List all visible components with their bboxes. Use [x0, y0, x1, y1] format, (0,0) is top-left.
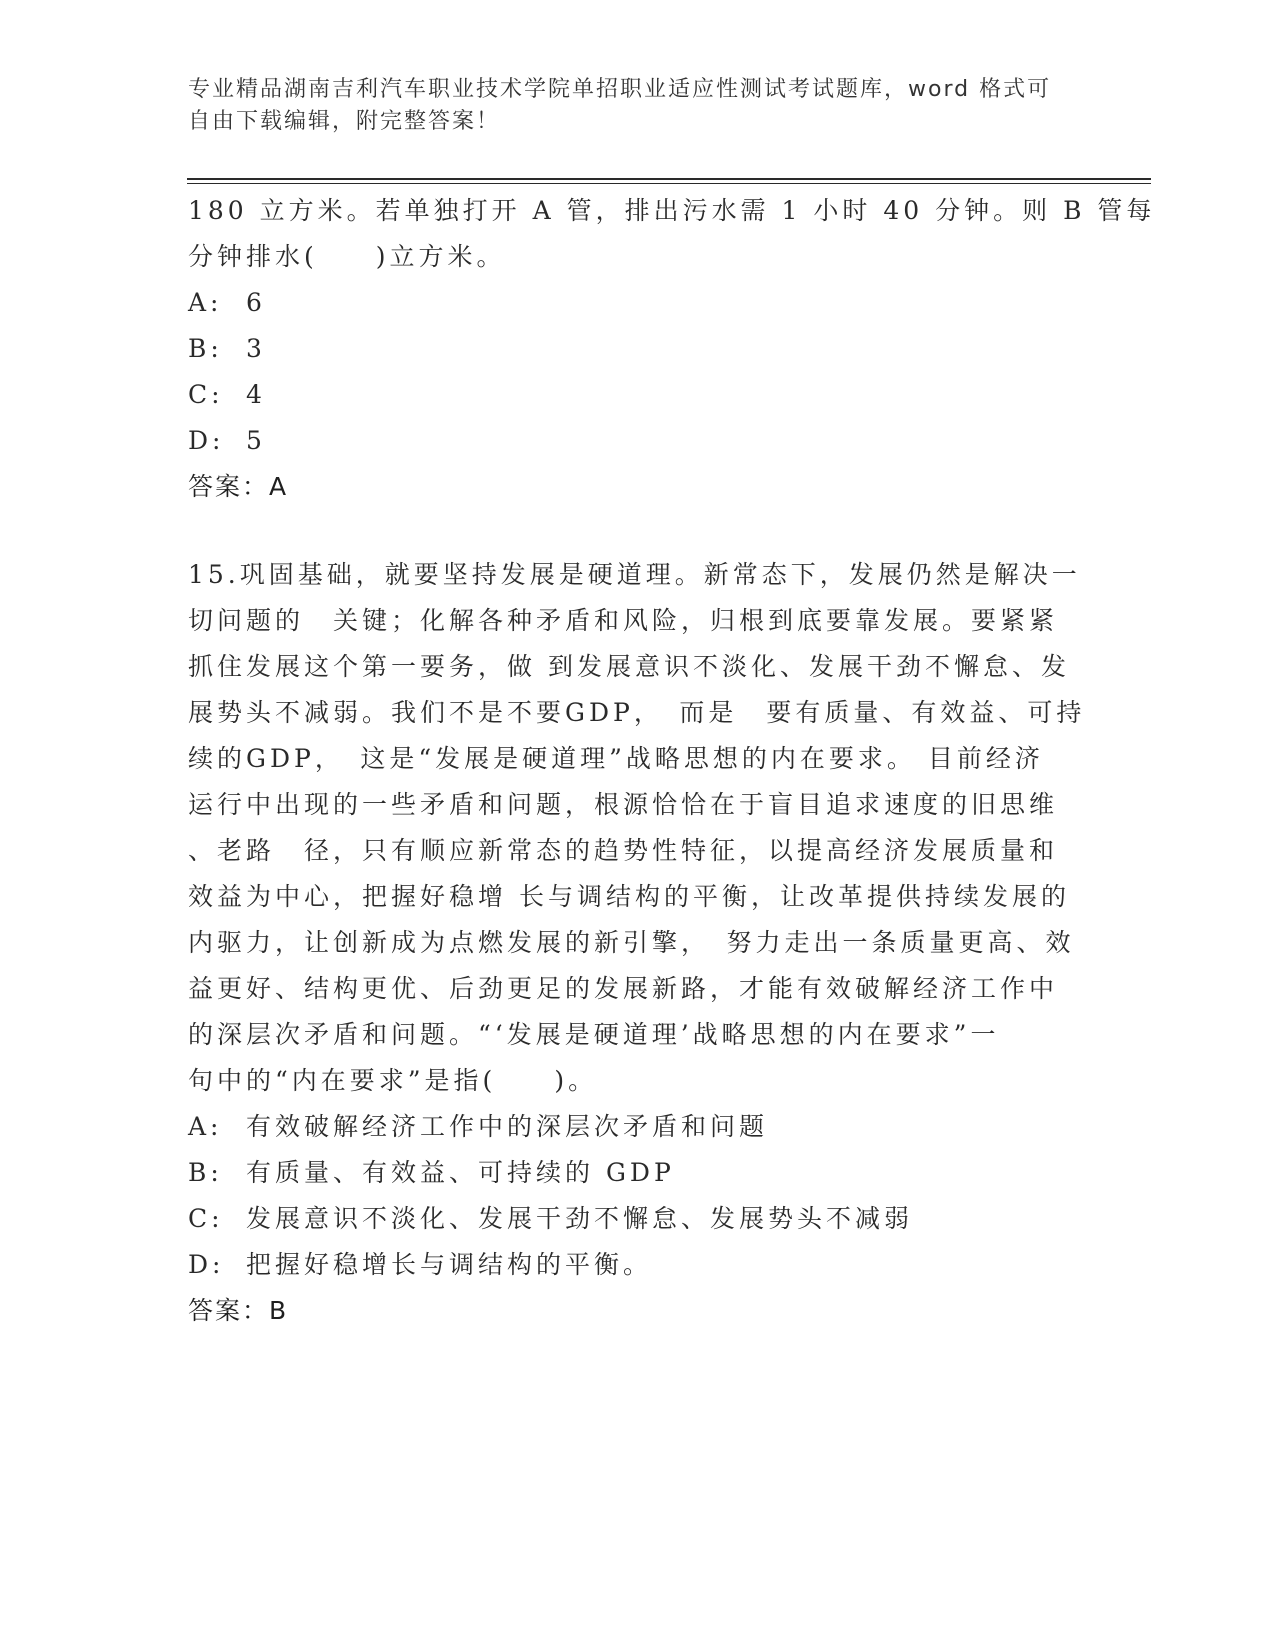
question-15-stem-line: 15.巩固基础，就要坚持发展是硬道理。新常态下，发展仍然是解决一 — [188, 560, 1081, 589]
option-letter: D: — [188, 426, 225, 455]
question-15-option-a — [188, 1104, 1085, 1150]
question-15-stem-line: 抓住发展这个第一要务，做 到发展意识不淡化、发展干劲不懈怠、发 — [188, 652, 1070, 681]
option-letter: B: — [188, 1158, 223, 1187]
question-15-stem-line: 、老路 径，只有顺应新常态的趋势性特征，以提高经济发展质量和 — [188, 836, 1059, 865]
question-14-answer: 答案：A — [188, 472, 289, 501]
option-text: 3 — [246, 334, 266, 363]
option-letter: B: — [188, 334, 223, 363]
header-line-2: 自由下载编辑，附完整答案！ — [188, 109, 501, 134]
option-text: 有效破解经济工作中的深层次矛盾和问题 — [246, 1112, 769, 1141]
question-14-option-d — [188, 418, 1155, 464]
question-15-option-c — [188, 1196, 1085, 1242]
question-15-stem-line: 益更好、结构更优、后劲更足的发展新路，才能有效破解经济工作中 — [188, 974, 1059, 1003]
question-15-stem-line: 续的GDP， 这是“发展是硬道理”战略思想的内在要求。 目前经济 — [188, 744, 1044, 773]
question-15-option-b — [188, 1150, 1085, 1196]
question-15-stem-line: 的深层次矛盾和问题。“‘发展是硬道理’战略思想的内在要求”一 — [188, 1020, 1000, 1049]
option-letter: A: — [188, 1112, 223, 1141]
question-14-stem-line: 180 立方米。若单独打开 A 管，排出污水需 1 小时 40 分钟。则 B 管每 — [188, 196, 1156, 225]
question-14-stem-line: 分钟排水( )立方米。 — [188, 242, 506, 271]
option-text: 6 — [246, 288, 266, 317]
question-15-option-d — [188, 1242, 1085, 1288]
option-letter: C: — [188, 380, 224, 409]
question-15-stem-line: 切问题的 关键；化解各种矛盾和风险，归根到底要靠发展。要紧紧 — [188, 606, 1059, 635]
option-text: 5 — [246, 426, 266, 455]
question-15-stem-line: 效益为中心，把握好稳增 长与调结构的平衡，让改革提供持续发展的 — [188, 882, 1070, 911]
option-text: 有质量、有效益、可持续的 GDP — [246, 1158, 675, 1187]
question-15-answer: 答案：B — [188, 1296, 289, 1325]
question-14-option-b — [188, 326, 1155, 372]
option-letter: A: — [188, 288, 223, 317]
question-15-stem-line: 句中的“内在要求”是指( )。 — [188, 1066, 598, 1095]
option-text: 4 — [246, 380, 266, 409]
option-text: 发展意识不淡化、发展干劲不懈怠、发展势头不减弱 — [246, 1204, 914, 1233]
question-15-stem-line: 内驱力，让创新成为点燃发展的新引擎， 努力走出一条质量更高、效 — [188, 928, 1075, 957]
header-divider-thin — [187, 183, 1151, 184]
option-text: 把握好稳增长与调结构的平衡。 — [246, 1250, 653, 1279]
header-line-1: 专业精品湖南吉利汽车职业技术学院单招职业适应性测试考试题库，word 格式可 — [188, 77, 1052, 102]
option-letter: D: — [188, 1250, 225, 1279]
question-15 — [188, 552, 1085, 1334]
option-letter: C: — [188, 1204, 224, 1233]
question-14-option-c — [188, 372, 1155, 418]
header-divider-thick — [187, 178, 1151, 180]
question-15-stem-line: 运行中出现的一些矛盾和问题，根源恰恰在于盲目追求速度的旧思维 — [188, 790, 1059, 819]
question-14 — [188, 188, 1155, 510]
question-15-stem-line: 展势头不减弱。我们不是不要GDP， 而是 要有质量、有效益、可持 — [188, 698, 1086, 727]
question-14-option-a — [188, 280, 1155, 326]
document-header — [188, 74, 1088, 138]
